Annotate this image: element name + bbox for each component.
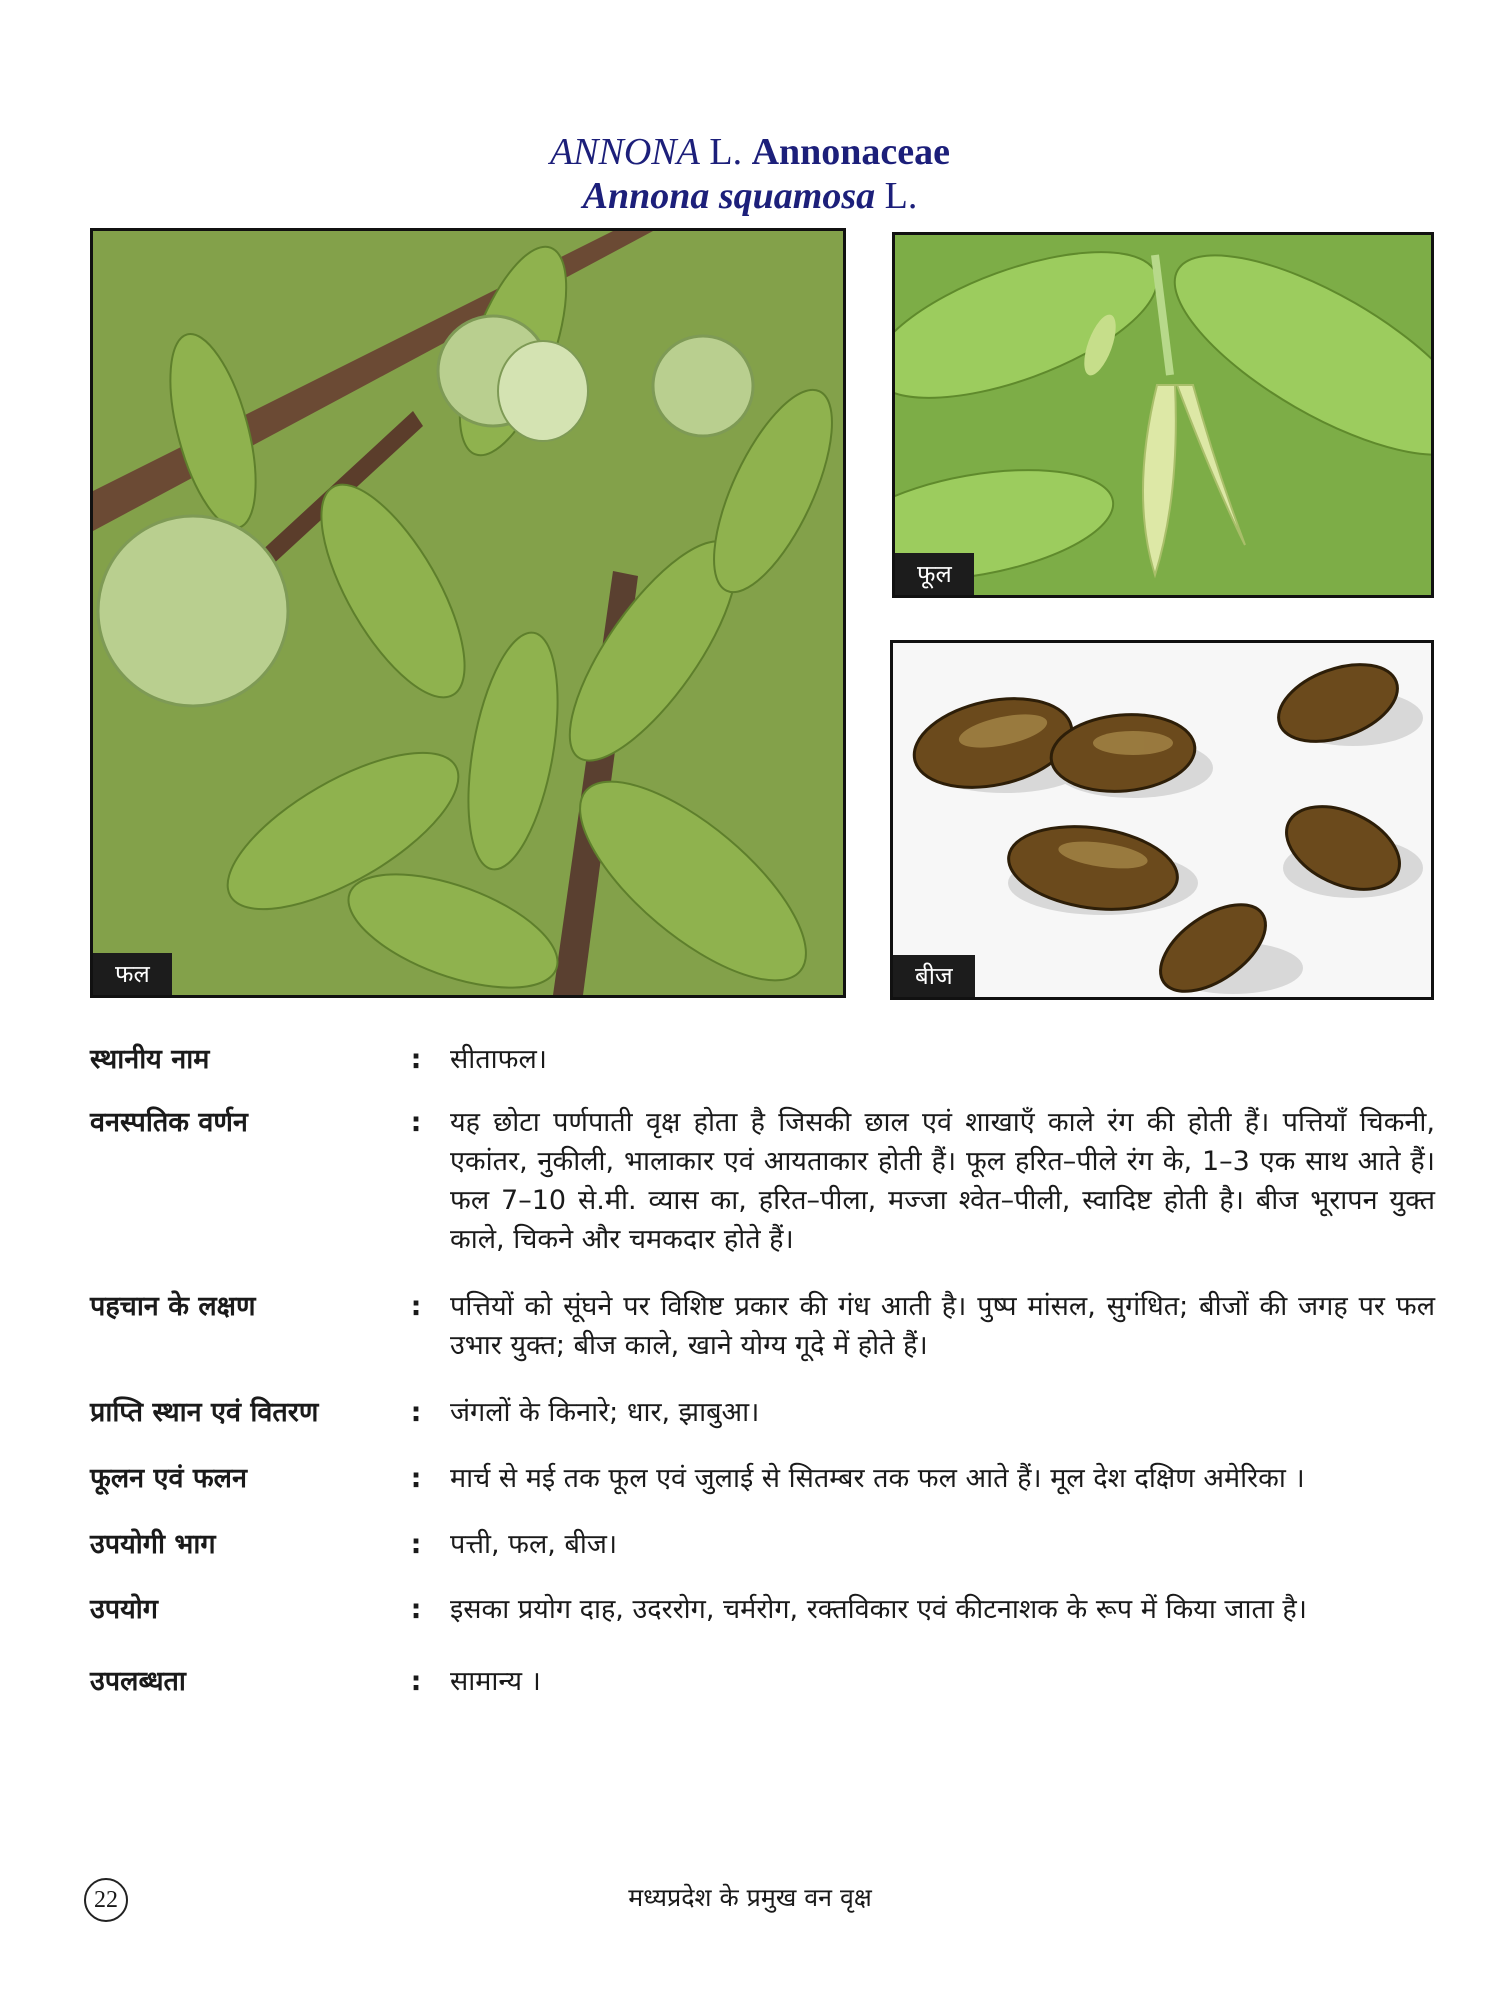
row-identification [90,1287,1435,1365]
value-local-name: सीताफल। [450,1044,547,1075]
row-uses [90,1590,1435,1629]
label-uses: उपयोग [90,1594,158,1625]
page-number: 22 [84,1878,128,1922]
species-name: Annona squamosa [582,175,876,217]
colon: : [410,1463,422,1494]
seed-caption: बीज [893,955,975,997]
fruit-photo [90,228,846,998]
label-distribution: प्राप्ति स्थान एवं वितरण [90,1397,319,1428]
colon: : [410,1291,422,1322]
family-name: Annonaceae [751,131,951,173]
colon: : [410,1397,422,1428]
value-flowering-fruiting: मार्च से मई तक फूल एवं जुलाई से सितम्बर तक फल आते हैं। मूल देश दक्षिण अमेरिका । [450,1463,1305,1494]
genus-family-line [0,130,1500,174]
value-uses: इसका प्रयोग दाह, उदररोग, चर्मरोग, रक्तविकार एवं कीटनाशक के रूप में किया जाता है। [450,1594,1307,1625]
species-author: L. [875,175,918,217]
species-line [0,174,1500,218]
colon: : [410,1666,422,1697]
fruit-caption: फल [93,953,172,995]
label-availability: उपलब्धता [90,1666,186,1697]
colon: : [410,1044,422,1075]
value-identification: पत्तियों को सूंघने पर विशिष्ट प्रकार की गंध आती है। पुष्प मांसल, सुगंधित; बीजों की जगह पर फल उभार युक्त; बीज काले, खाने योग्य गूदे में होते हैं। [450,1291,1435,1361]
footer-book-title: मध्यप्रदेश के प्रमुख वन वृक्ष [628,1883,872,1912]
row-flowering-fruiting [90,1459,1435,1498]
genus-author: L. [699,131,752,173]
seed-photo [890,640,1434,1000]
row-useful-parts [90,1525,1435,1564]
row-availability [90,1662,1435,1701]
colon: : [410,1529,422,1560]
value-botanical-description: यह छोटा पर्णपाती वृक्ष होता है जिसकी छाल एवं शाखाएँ काले रंग की होती हैं। पत्तियाँ चिकनी, एकांतर, नुकीली, भालाकार एवं आयताकार होती हैं। फूल हरित–पीले रंग के, 1–3 एक साथ आते हैं। फल 7–10 से.मी. व्यास का, हरित–पीला, मज्जा श्वेत–पीली, स्वादिष्ट होती है। बीज भूरापन युक्त काले, चिकने और चमकदार होते हैं। [450,1107,1435,1255]
row-botanical-description [90,1103,1435,1259]
page-title [0,130,1500,218]
value-distribution: जंगलों के किनारे; धार, झाबुआ। [450,1397,760,1428]
row-distribution [90,1393,1435,1432]
genus-name: ANNONA [549,131,700,173]
label-identification: पहचान के लक्षण [90,1291,256,1322]
row-local-name [90,1040,1435,1079]
label-flowering-fruiting: फूलन एवं फलन [90,1463,247,1494]
colon: : [410,1107,422,1138]
label-useful-parts: उपयोगी भाग [90,1529,216,1560]
value-availability: सामान्य । [450,1666,541,1697]
flower-caption: फूल [895,553,974,595]
label-local-name: स्थानीय नाम [90,1044,210,1075]
flower-photo [892,232,1434,598]
colon: : [410,1594,422,1625]
value-useful-parts: पत्ती, फल, बीज। [450,1529,618,1560]
label-botanical-description: वनस्पतिक वर्णन [90,1107,248,1138]
species-details [90,1040,1435,1701]
